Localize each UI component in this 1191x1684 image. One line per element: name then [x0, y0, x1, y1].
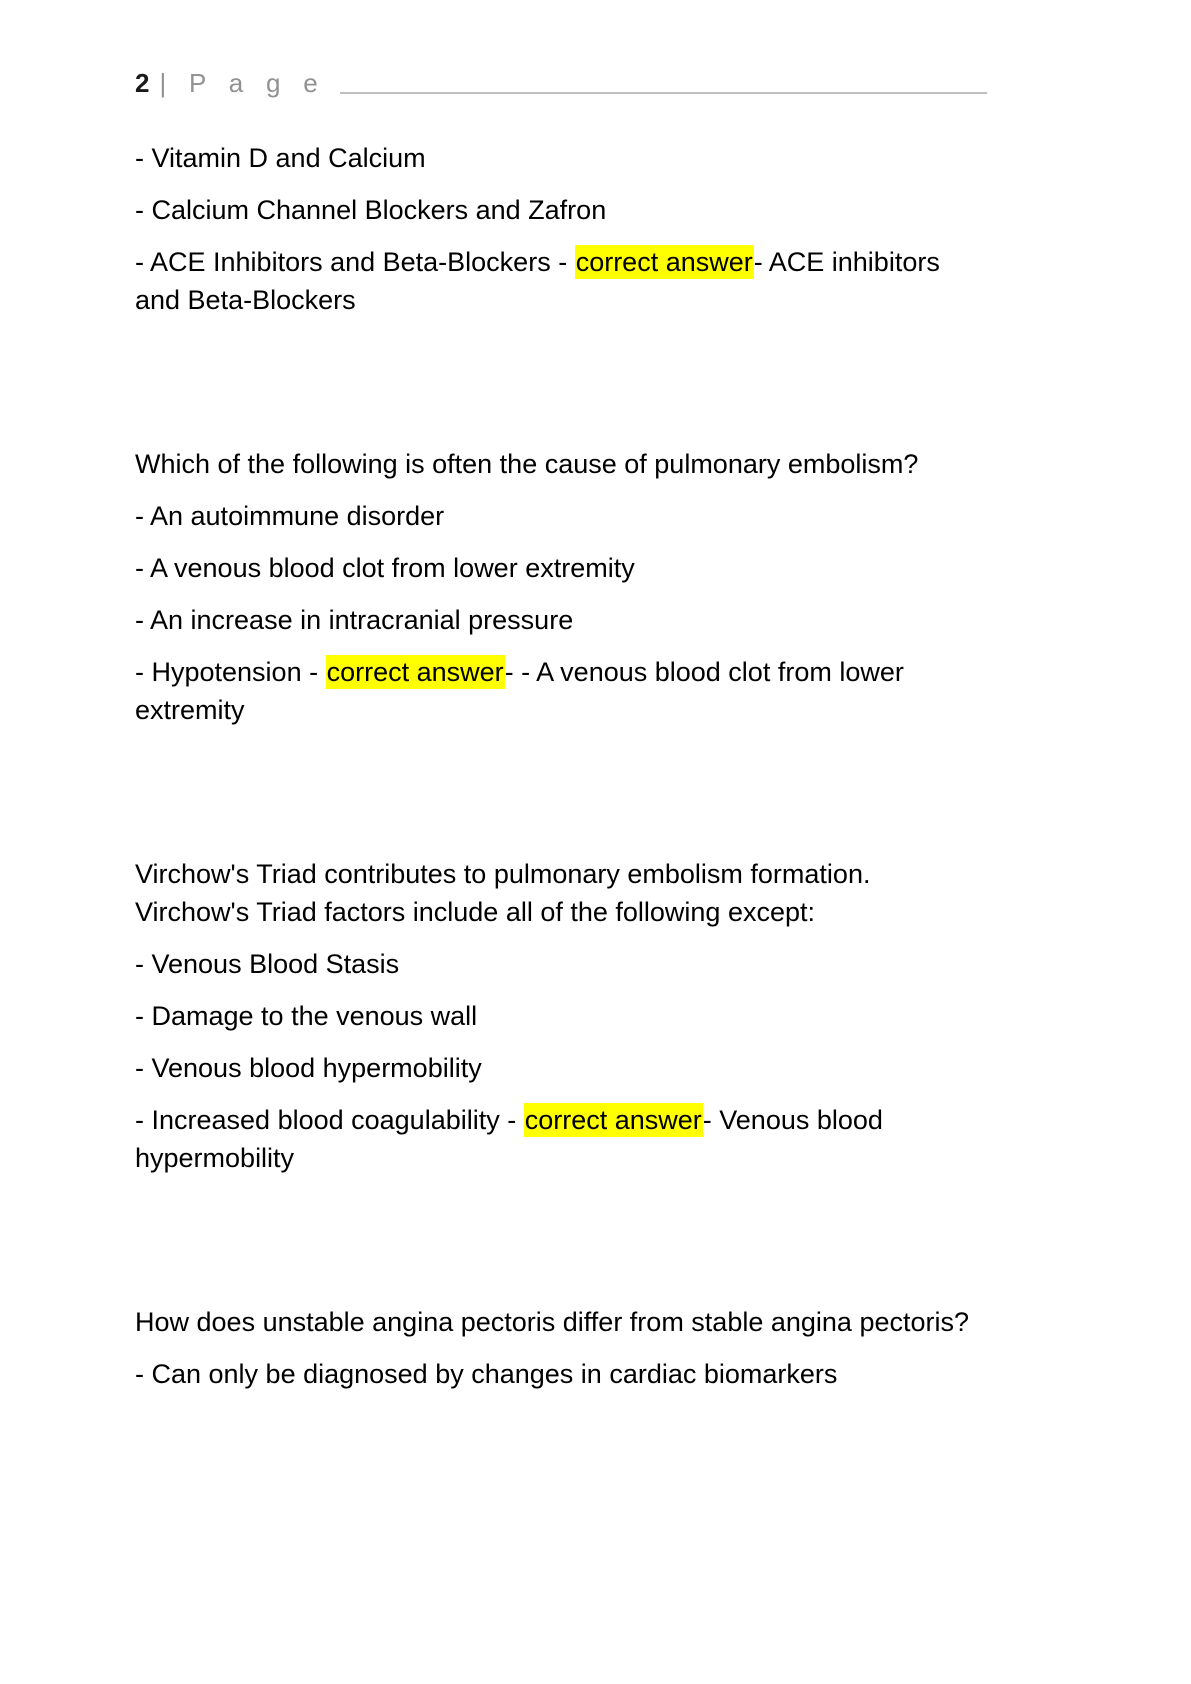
page-header: [135, 68, 987, 99]
answer-option: [135, 497, 987, 535]
answer-text: - - A venous blood clot from lower extremity: [135, 657, 904, 726]
answer-text: - An increase in intracranial pressure: [135, 605, 574, 636]
answer-option-with-correct: [135, 1101, 987, 1177]
answer-text: - Hypotension -: [135, 657, 326, 688]
answer-text: - A venous blood clot from lower extremity: [135, 553, 635, 584]
answer-text: - ACE Inhibitors and Beta-Blockers -: [135, 247, 575, 278]
answer-text: - Calcium Channel Blockers and Zafron: [135, 195, 607, 226]
question-text: [135, 1303, 987, 1341]
answer-text: - Venous blood hypermobility: [135, 1053, 482, 1084]
answer-text: - Venous Blood Stasis: [135, 949, 400, 980]
answer-text: - Vitamin D and Calcium: [135, 143, 426, 174]
answer-text: - Damage to the venous wall: [135, 1001, 478, 1032]
answer-text: - Increased blood coagulability -: [135, 1105, 524, 1136]
answer-text: - Can only be diagnosed by changes in cardiac biomarkers: [135, 1359, 838, 1390]
answer-text: - Venous blood hypermobility: [135, 1105, 883, 1174]
answer-option-with-correct: [135, 653, 987, 729]
correct-answer-highlight: correct answer: [524, 1105, 702, 1136]
question-label: Virchow's Triad contributes to pulmonary embolism formation. Virchow's Triad factors include all of the following except:: [135, 859, 871, 928]
section-gap: [135, 1191, 987, 1303]
answer-option: [135, 1355, 987, 1393]
question-label: How does unstable angina pectoris differ from stable angina pectoris?: [135, 1307, 969, 1338]
answer-option: [135, 1049, 987, 1087]
answer-option-with-correct: [135, 243, 987, 319]
section-gap: [135, 743, 987, 855]
correct-answer-highlight: correct answer: [575, 247, 753, 278]
header-rule: [340, 92, 987, 94]
answer-option: [135, 191, 987, 229]
answer-option: [135, 945, 987, 983]
document-body: [135, 139, 987, 1393]
answer-option: [135, 997, 987, 1035]
page-label: | P a g e: [159, 68, 326, 98]
answer-text: - ACE inhibitors and Beta-Blockers: [135, 247, 940, 316]
question-text: [135, 855, 987, 931]
answer-option: [135, 601, 987, 639]
answer-option: [135, 549, 987, 587]
answer-text: - An autoimmune disorder: [135, 501, 445, 532]
answer-option: [135, 139, 987, 177]
section-gap: [135, 333, 987, 445]
question-label: Which of the following is often the cause of pulmonary embolism?: [135, 449, 919, 480]
correct-answer-highlight: correct answer: [326, 657, 504, 688]
question-text: [135, 445, 987, 483]
page-number: 2: [135, 68, 150, 98]
